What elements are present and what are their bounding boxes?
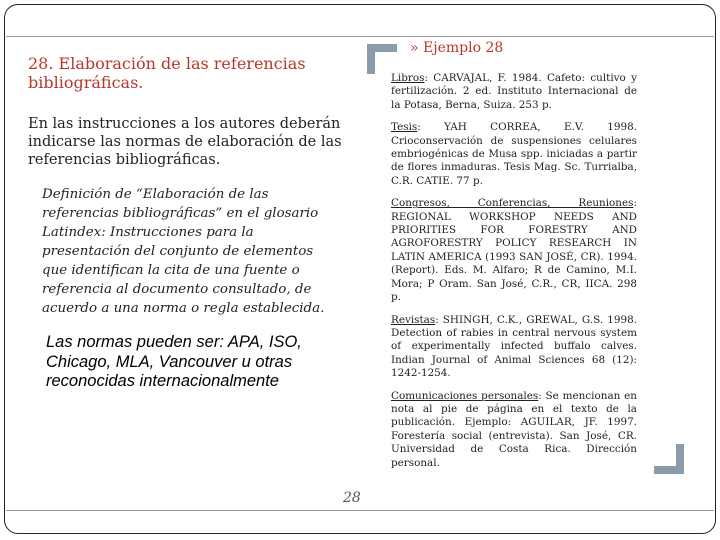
reference-text: : CARVAJAL, F. 1984. Cafeto: cultivo y fertilización. 2 ed. Instituto Internacional de la Potasa, Berna, Suiza. 253 p.	[391, 72, 637, 111]
reference-label: Comunicaciones personales	[391, 389, 539, 402]
reference-text: : YAH CORREA, E.V. 1998. Crioconservación de suspensiones celulares embriogénicas de Musa spp. iniciadas a partir de flores inmaduras. Tesis Mag. Sc. Turrialba, C.R. CATIE. 77 p.	[391, 121, 637, 187]
top-divider	[6, 36, 714, 37]
corner-bracket-top-left	[367, 44, 397, 74]
reference-journal	[391, 314, 637, 381]
reference-congress	[391, 197, 637, 304]
norms-note: Las normas pueden ser: APA, ISO, Chicago, MLA, Vancouver u otras reconocidas internacionalmente	[46, 333, 302, 390]
intro-paragraph: En las instrucciones a los autores deberán indicarse las normas de elaboración de las referencias bibliográficas.	[28, 116, 342, 168]
reference-label: Revistas	[391, 313, 436, 326]
reference-text: : REGIONAL WORKSHOP NEEDS AND PRIORITIES FOR FORESTRY AND AGROFORESTRY POLICY RESEARCH IN LATIN AMERICA (1993 SAN JOSÉ, CR). 1994. (Report). Eds. M. Alfaro; R de Camino, M.I. Mora; P Oram. San José, C.R., CR, IICA. 298 p.	[391, 197, 637, 304]
section-heading: 28. Elaboración de las referencias bibliográficas.	[28, 54, 306, 92]
reference-label: Congresos, Conferencias, Reuniones	[391, 197, 634, 210]
example-title: » Ejemplo 28	[410, 40, 504, 56]
page-number: 28	[343, 490, 361, 506]
reference-label: Libros	[391, 72, 425, 84]
reference-label: Tesis	[391, 121, 418, 134]
reference-personal	[391, 390, 637, 470]
reference-text: : Se mencionan en nota al pie de página en el texto de la publicación. Ejemplo: AGUILAR, JF. 1997. Forestería social (entrevista). San José, CR. Universidad de Costa Rica. Dirección personal.	[391, 389, 637, 469]
reference-thesis	[391, 121, 637, 188]
reference-text: : SHINGH, C.K., GREWAL, G.S. 1998. Detection of rabies in central nervous system of experimentally infected buffalo calves. Indian Journal of Animal Sciences 68 (12): 1242-1254.	[391, 313, 637, 380]
bottom-divider	[6, 510, 714, 511]
reference-examples	[391, 72, 637, 479]
definition-paragraph: Definición de “Elaboración de las referencias bibliográficas” en el glosario Latindex: Instrucciones para la presentación del conjunto de elementos que identifican la cita de una fuente o referencia al documento consultado, de acuerdo a una norma o regla establecida.	[42, 187, 325, 316]
reference-book	[391, 72, 637, 112]
corner-bracket-bottom-right	[654, 444, 684, 474]
